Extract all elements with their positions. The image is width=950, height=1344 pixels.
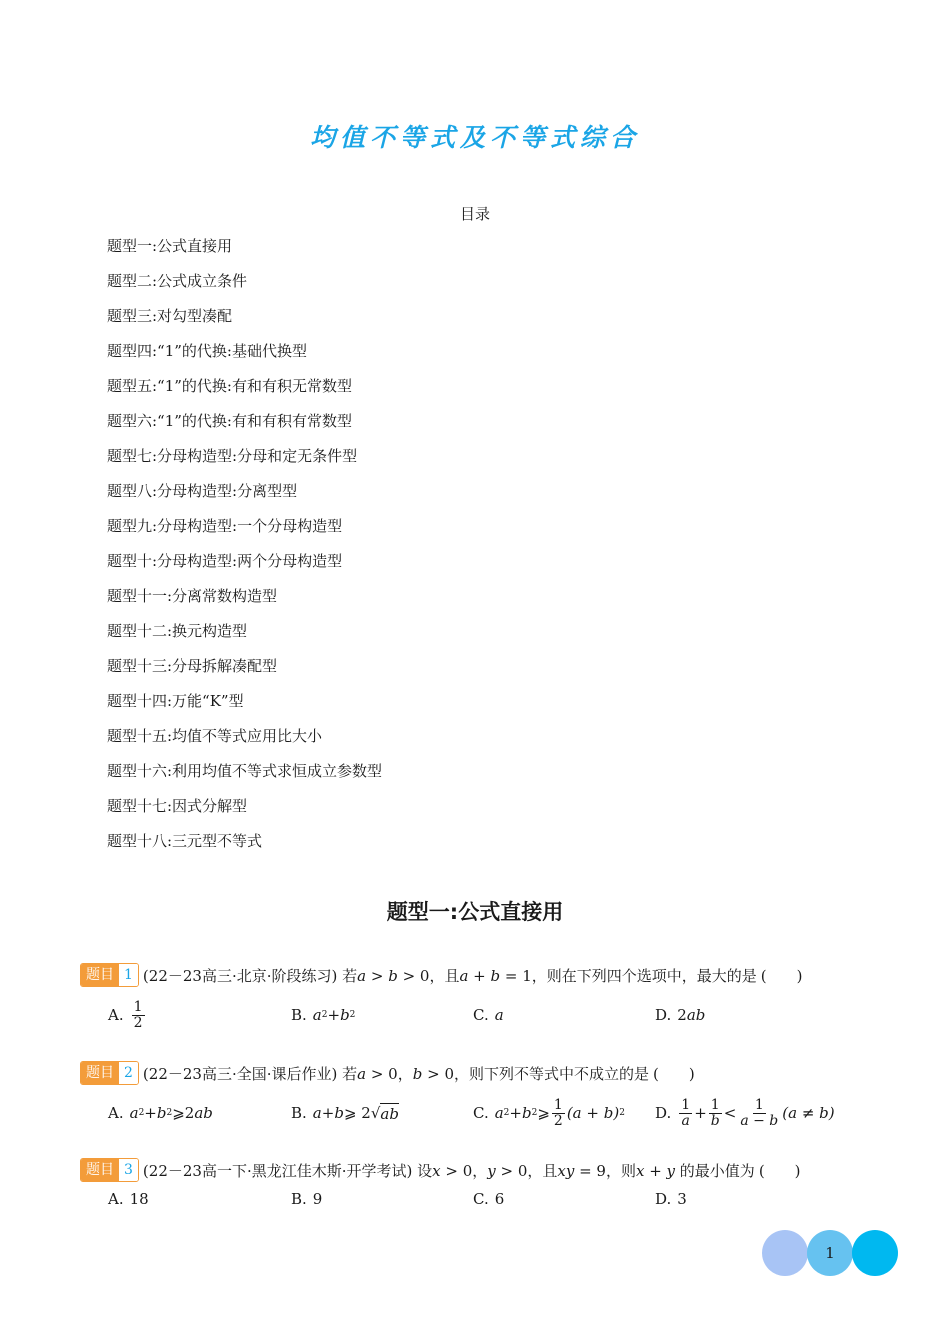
answer-paren: ( ) [760, 966, 803, 985]
question-header [80, 1158, 870, 1182]
toc-item[interactable]: 题型十一:分离常数构造型 [107, 587, 278, 605]
numerator: 1 [681, 1096, 691, 1113]
math-op: + [509, 1104, 522, 1122]
option-c[interactable] [473, 1186, 504, 1212]
math-var: b [521, 1104, 532, 1122]
question-source: (22－23高三·全国·课后作业) [142, 1064, 338, 1083]
numerator: 1 [133, 998, 143, 1015]
numerator: 1 [553, 1096, 563, 1113]
stem-text: > [366, 966, 389, 985]
math-var: a [459, 966, 469, 985]
question-3 [80, 1158, 870, 1212]
option-c[interactable] [473, 1093, 625, 1133]
math-expr: (a ≠ b) [782, 1104, 835, 1122]
denominator: b [710, 1112, 720, 1129]
toc-item[interactable]: 题型四:“1”的代换:基础代换型 [107, 342, 307, 360]
stem-text: 若 [337, 1064, 358, 1083]
table-of-contents [107, 236, 382, 866]
exponent: 2 [166, 1108, 173, 1118]
exponent: 2 [619, 1108, 625, 1118]
question-header [80, 963, 870, 987]
badge-label: 题目 [81, 1159, 119, 1181]
option-text: a [494, 1006, 504, 1024]
stem-text: = 1，则在下列四个选项中，最大的是 [500, 966, 757, 985]
answer-paren: ( ) [653, 1064, 695, 1083]
exponent: 2 [531, 1108, 538, 1118]
decor-circle [852, 1230, 898, 1276]
option-letter: A. [108, 1104, 124, 1122]
option-text: 2 [677, 1006, 687, 1024]
option-a[interactable] [108, 995, 147, 1035]
math-op: + [144, 1104, 157, 1122]
badge-number: 1 [119, 964, 138, 986]
option-letter: A. [108, 1190, 124, 1208]
math-var: ab [194, 1104, 213, 1122]
options [80, 1093, 870, 1133]
decor-circle [762, 1230, 808, 1276]
question-header [80, 1061, 870, 1085]
toc-item[interactable]: 题型七:分母构造型:分母和定无条件型 [107, 447, 358, 465]
stem-text: 若 [337, 966, 358, 985]
stem-text: 设 [412, 1161, 433, 1180]
question-1 [80, 963, 870, 1035]
fraction [132, 1000, 145, 1031]
math-var: a [129, 1104, 139, 1122]
toc-item[interactable]: 题型十四:万能“K”型 [107, 692, 244, 710]
option-d[interactable] [655, 995, 705, 1035]
stem-text: > 0， [440, 1161, 488, 1180]
math-var: a [312, 1104, 322, 1122]
denominator: 2 [133, 1014, 143, 1031]
math-var: ab [686, 1006, 706, 1024]
math-var: b [388, 966, 398, 985]
stem-text: > 0， [366, 1064, 413, 1083]
question-stem [143, 1063, 695, 1084]
math-op: + [327, 1006, 341, 1024]
toc-item[interactable]: 题型六:“1”的代换:有和有积有常数型 [107, 412, 352, 430]
toc-item[interactable]: 题型三:对勾型凑配 [107, 307, 233, 325]
option-b[interactable] [291, 1186, 322, 1212]
option-text: 3 [677, 1190, 687, 1208]
stem-text: > 0，则下列不等式中不成立的是 [422, 1064, 649, 1083]
question-badge [80, 1061, 139, 1085]
fraction [709, 1098, 722, 1129]
toc-item[interactable]: 题型一:公式直接用 [107, 237, 233, 255]
radicand: ab [380, 1105, 399, 1123]
option-text: 18 [129, 1190, 149, 1208]
option-letter: B. [291, 1006, 307, 1024]
math-var: xy [557, 1161, 575, 1180]
exponent: 2 [321, 1010, 328, 1020]
stem-text: > 0，且 [495, 1161, 558, 1180]
math-var: a [312, 1006, 322, 1024]
question-stem [143, 965, 803, 986]
option-d[interactable] [655, 1093, 835, 1133]
toc-item[interactable]: 题型二:公式成立条件 [107, 272, 248, 290]
toc-heading: 目录 [459, 205, 490, 223]
option-letter: C. [473, 1190, 489, 1208]
question-source: (22－23高一下·黑龙江佳木斯·开学考试) [142, 1161, 413, 1180]
option-d[interactable] [655, 1186, 687, 1212]
question-badge [80, 963, 139, 987]
fraction [679, 1098, 692, 1129]
math-var: b [340, 1006, 350, 1024]
exponent: 2 [503, 1108, 510, 1118]
math-var: b [334, 1104, 344, 1122]
math-op: + [694, 1104, 707, 1122]
math-op: + [321, 1104, 335, 1122]
question-badge [80, 1158, 139, 1182]
toc-item[interactable]: 题型五:“1”的代换:有和有积无常数型 [107, 377, 352, 395]
exponent: 2 [138, 1108, 145, 1118]
option-text: 9 [312, 1190, 323, 1208]
toc-item[interactable]: 题型十三:分母拆解凑配型 [107, 657, 278, 675]
toc-item[interactable]: 题型八:分母构造型:分离型型 [107, 482, 298, 500]
math-var: a [494, 1104, 504, 1122]
option-letter: C. [473, 1006, 489, 1024]
numerator: 1 [710, 1096, 720, 1113]
answer-paren: ( ) [758, 1161, 801, 1180]
denominator: a − b [740, 1112, 779, 1129]
toc-item[interactable]: 题型十七:因式分解型 [107, 797, 248, 815]
option-b[interactable] [291, 1093, 399, 1133]
stem-text: > 0，且 [397, 966, 460, 985]
fraction [552, 1098, 565, 1129]
sqrt-icon: √ [370, 1104, 381, 1122]
numerator: 1 [754, 1096, 764, 1113]
badge-number: 2 [119, 1062, 138, 1084]
math-op: < [723, 1104, 737, 1122]
math-op: ⩾2 [172, 1104, 195, 1122]
toc-item[interactable]: 题型九:分母构造型:一个分母构造型 [107, 517, 343, 535]
option-b[interactable] [291, 995, 355, 1035]
math-op: ⩾ 2 [343, 1104, 371, 1122]
option-letter: D. [655, 1006, 672, 1024]
question-stem [143, 1160, 801, 1181]
option-letter: D. [655, 1104, 672, 1122]
math-op: ⩾ [537, 1104, 550, 1122]
page-number-decoration [760, 1230, 900, 1278]
toc-item[interactable]: 题型十六:利用均值不等式求恒成立参数型 [107, 762, 383, 780]
option-c[interactable] [473, 995, 504, 1035]
math-expr: (a + b) [566, 1104, 620, 1122]
badge-label: 题目 [81, 964, 119, 986]
math-var: x [432, 1161, 441, 1180]
option-a[interactable] [108, 1186, 149, 1212]
exponent: 2 [349, 1010, 356, 1020]
math-var: a [357, 1064, 367, 1083]
toc-item[interactable]: 题型十五:均值不等式应用比大小 [107, 727, 323, 745]
fraction [738, 1098, 780, 1129]
badge-number: 3 [119, 1159, 138, 1181]
badge-label: 题目 [81, 1062, 119, 1084]
math-var: x + y [635, 1161, 676, 1180]
page-number: 1 [807, 1230, 853, 1276]
stem-text: 的最小值为 [675, 1161, 755, 1180]
section-title: 题型一:公式直接用 [386, 900, 564, 924]
options [80, 1186, 870, 1212]
math-var: a [357, 966, 367, 985]
math-var: b [412, 1064, 423, 1083]
toc-item[interactable]: 题型十:分母构造型:两个分母构造型 [107, 552, 343, 570]
option-letter: A. [108, 1006, 124, 1024]
denominator: 2 [553, 1112, 563, 1129]
option-letter: D. [655, 1190, 672, 1208]
math-var: y [487, 1161, 496, 1180]
stem-text: + [468, 966, 491, 985]
toc-item[interactable]: 题型十二:换元构造型 [107, 622, 248, 640]
option-letter: B. [291, 1104, 307, 1122]
document-title: 均值不等式及不等式综合 [309, 123, 640, 152]
options [80, 995, 870, 1035]
toc-item[interactable]: 题型十八:三元型不等式 [107, 832, 263, 850]
option-text: 6 [494, 1190, 505, 1208]
math-var: b [156, 1104, 167, 1122]
option-letter: B. [291, 1190, 307, 1208]
option-a[interactable] [108, 1093, 213, 1133]
denominator: a [681, 1112, 690, 1129]
stem-text: = 9，则 [574, 1161, 636, 1180]
question-source: (22－23高三·北京·阶段练习) [142, 966, 338, 985]
question-2 [80, 1061, 870, 1133]
option-letter: C. [473, 1104, 489, 1122]
math-var: b [490, 966, 501, 985]
